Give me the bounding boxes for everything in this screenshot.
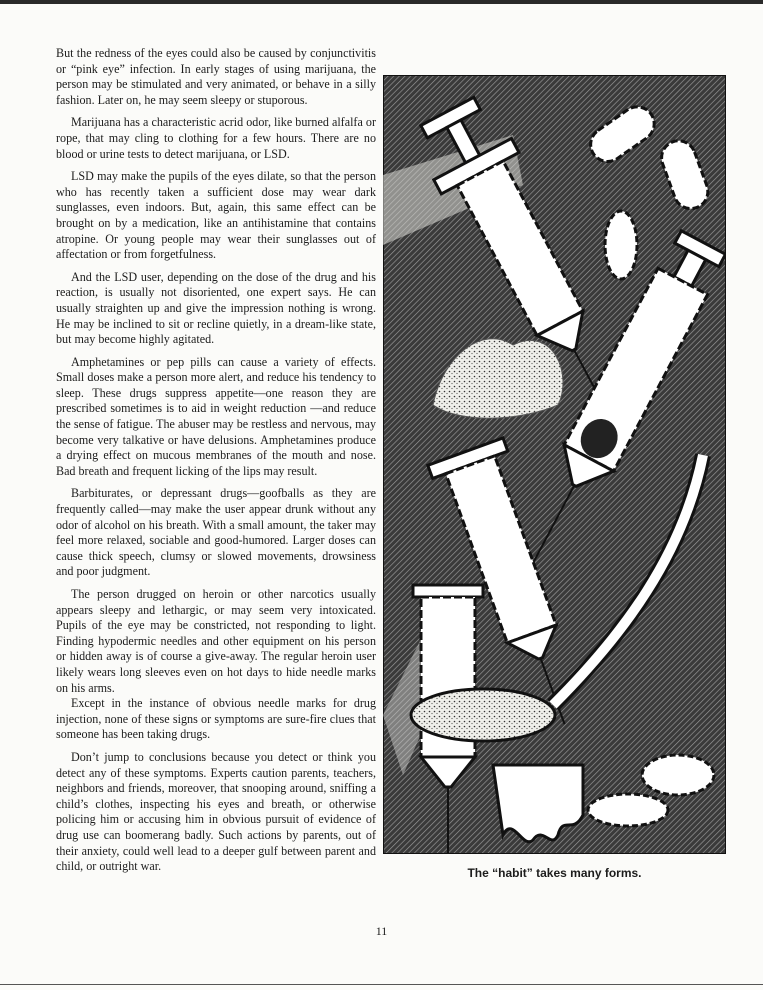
paragraph: Don’t jump to conclusions because you detect or think you detect any of these symptoms. Experts caution parents, teachers, neighbors and friends, moreover, that snooping around, sniffing a child’s clothes, inspecting his eyes and breath, or otherwise policing him or accusing him in obvious pursuit of evidence of drug use can boomerang badly. Such actions by parents, out of their anxiety, could well lead to a deeper gulf between parent and child, or outright war. [56,749,376,874]
paragraph: But the redness of the eyes could also be caused by conjunctivitis or “pink eye” infection. In early stages of using marijuana, the person may be stimulated and very animated, or behave in a silly fashion. Later on, he may seem sleepy or stuporous. [56,46,376,107]
page-number: 11 [375,924,388,938]
paragraph: Amphetamines or pep pills can cause a variety of effects. Small doses make a person more alert, and reduce his tendency to sleep. These drugs suppress appetite—one reason they are prescribed sometimes is to aid in weight reduction —and reduce the sense of fatigue. The abuser may be restless and nervous, may become very talkative or have delusions. Amphetamines produce a drying effect on mucous membranes of the mouth and nose. Bad breath and frequent licking of the lips may result. [56,354,376,478]
syringes-and-pills-illustration [383,75,726,854]
tablet-icon [605,211,637,279]
paragraph: Marijuana has a characteristic acrid odor, like burned alfalfa or rope, that may cling to clothing for a few hours. There are no blood or urine tests to detect marijuana, or LSD. [56,115,376,161]
bottom-border [0,984,763,985]
text-column [56,46,376,882]
paragraph: Except in the instance of obvious needle marks for drug injection, none of these signs or symptoms are sure-fire clues that someone has been taking drugs. [56,696,376,742]
paragraph: Barbiturates, or depressant drugs—goofballs as they are frequently called—may make the user appear drunk without any odor of alcohol on his breath. With a small amount, the taker may feel more relaxed, sociable and good-humored. Larger doses can cause thick speech, clumsy or slowed movements, drowsiness and poor judgment. [56,486,376,579]
paragraph: The person drugged on heroin or other narcotics usually appears sleepy and lethargic, or may seem very intoxicated. Pupils of the eye may be constricted, not responding to light. Finding hypodermic needles and other equipment on his person or hidden away is of course a give-away. The regular heroin user likely wears long sleeves even on hot days to hide needle marks on his arms. [56,587,376,695]
paragraph: And the LSD user, depending on the dose of the drug and his reaction, is usually not disoriented, one expert says. He can usually straighten up and give the impression nothing is wrong. He may be inclined to sit or recline quietly, in a dream-like state, but may become highly agitated. [56,269,376,347]
paragraph: LSD may make the pupils of the eyes dilate, so that the person who has recently taken a sufficient dose may wear dark sunglasses, even indoors. But, again, this same effect can be brought on by a medication, like an antihistamine that contains atropine. Or young people may wear their sunglasses out of affectation or from forgetfulness. [56,169,376,262]
top-border [0,0,763,4]
figure-caption: The “habit” takes many forms. [467,866,642,880]
